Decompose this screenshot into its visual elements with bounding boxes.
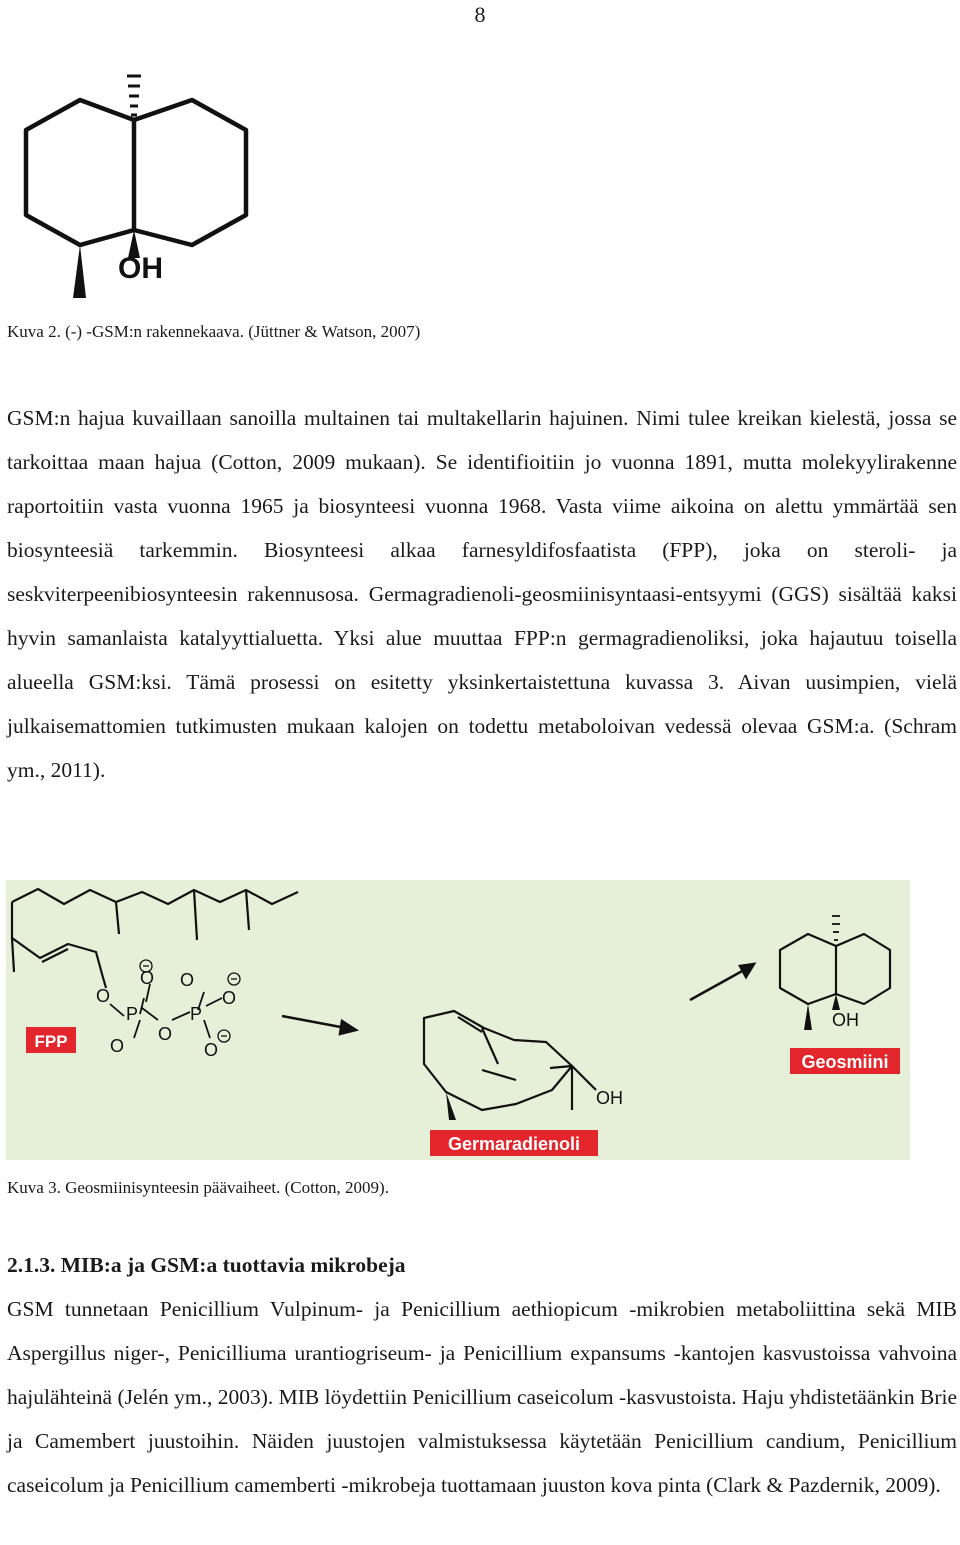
oxygen-label: O — [204, 1040, 219, 1060]
body-paragraph-1: GSM:n hajua kuvaillaan sanoilla multainen tai multakellarin hajuinen. Nimi tulee kreikan kielestä, jossa se tarkoittaa maan hajua (Cotton, 2009 mukaan). Se identifioitiin jo vuonna 1891, mutta molekyylirakenne raportoitiin vasta vuonna 1965 ja biosynteesi vuonna 1968. Vasta viime aikoina on alettu ymmärtää sen biosynteesiä tarkemmin. Biosynteesi alkaa farnesyldifosfaatista (FPP), joka on steroli- ja seskviterpeenibiosynteesin rakennusosa. Germagradienoli-geosmiinisyntaasi-entsyymi (GGS) sisältää kaksi hyvin samanlaista katalyyttialuetta. Yksi alue muuttaa FPP:n germagradienoliksi, joka hajautuu toisella alueella GSM:ksi. Tämä prosessi on esitetty yksinkertaistettuna kuvassa 3. Aivan uusimpien, vielä julkaisemattomien tutkimusten mukaan kalojen on todettu metaboloivan vedessä olevaa GSM:a. (Schram ym., 2011). — [7, 406, 957, 782]
germaradienol-ring — [424, 1011, 572, 1110]
methyl-wedge-bond — [73, 245, 86, 298]
biosynthesis-figure — [6, 880, 910, 1160]
figure-caption-2: Kuva 3. Geosmiinisynteesin päävaiheet. (Cotton, 2009). — [7, 1178, 389, 1197]
geosmin-small-right-ring — [836, 934, 890, 1004]
geosmin-small-left-ring — [780, 934, 836, 1004]
reaction-arrow-1 — [282, 1016, 356, 1034]
body-paragraph-2: GSM tunnetaan Penicillium Vulpinum- ja Penicillium aethiopicum -mikrobien metaboliittina sekä MIB Aspergillus niger-, Penicilliuma urantiogriseum- ja Penicillium expansums -kantojen kasvustoissa vahvoina hajulähteinä (Jelén ym., 2003). MIB löydettiin Penicillium caseicolum -kasvustoista. Haju yhdistetäänkin Brie ja Camembert juustoihin. Näiden juustojen valmistuksessa käytetään Penicillium candium, Penicillium caseicolum ja Penicillium camemberti -mikrobeja tuottamaan juuston kova pinta (Clark & Pazdernik, 2009). — [7, 1297, 957, 1497]
fpp-label: FPP — [34, 1032, 68, 1051]
phosphorus-label: P — [126, 1004, 139, 1024]
germaradienol-oh-label: OH — [596, 1088, 623, 1108]
germaradienoli-label: Germaradienoli — [447, 1134, 581, 1154]
oxygen-label: O — [222, 988, 237, 1008]
figure-caption-1: Kuva 2. (-) -GSM:n rakennekaava. (Jüttner & Watson, 2007) — [7, 322, 421, 341]
page-number: 8 — [474, 2, 486, 27]
oxygen-label: O — [96, 986, 111, 1006]
oxygen-label: O — [140, 968, 155, 988]
fpp-chain — [12, 889, 298, 904]
oh-label: OH — [118, 252, 163, 285]
geosmin-structure-figure — [6, 60, 256, 310]
right-ring — [134, 100, 246, 245]
geosmin-oh-label: OH — [832, 1010, 859, 1030]
phosphorus-label: P — [190, 1004, 203, 1024]
reaction-arrow-2 — [690, 964, 754, 1000]
oxygen-label: O — [110, 1036, 125, 1056]
oxygen-label: O — [158, 1024, 173, 1044]
dashed-methyl-bond — [127, 76, 141, 115]
geosmiini-label: Geosmiini — [801, 1052, 889, 1072]
section-heading: 2.1.3. MIB:a ja GSM:a tuottavia mikrobeja — [7, 1253, 406, 1277]
oxygen-label: O — [180, 970, 195, 990]
left-ring — [26, 100, 134, 245]
